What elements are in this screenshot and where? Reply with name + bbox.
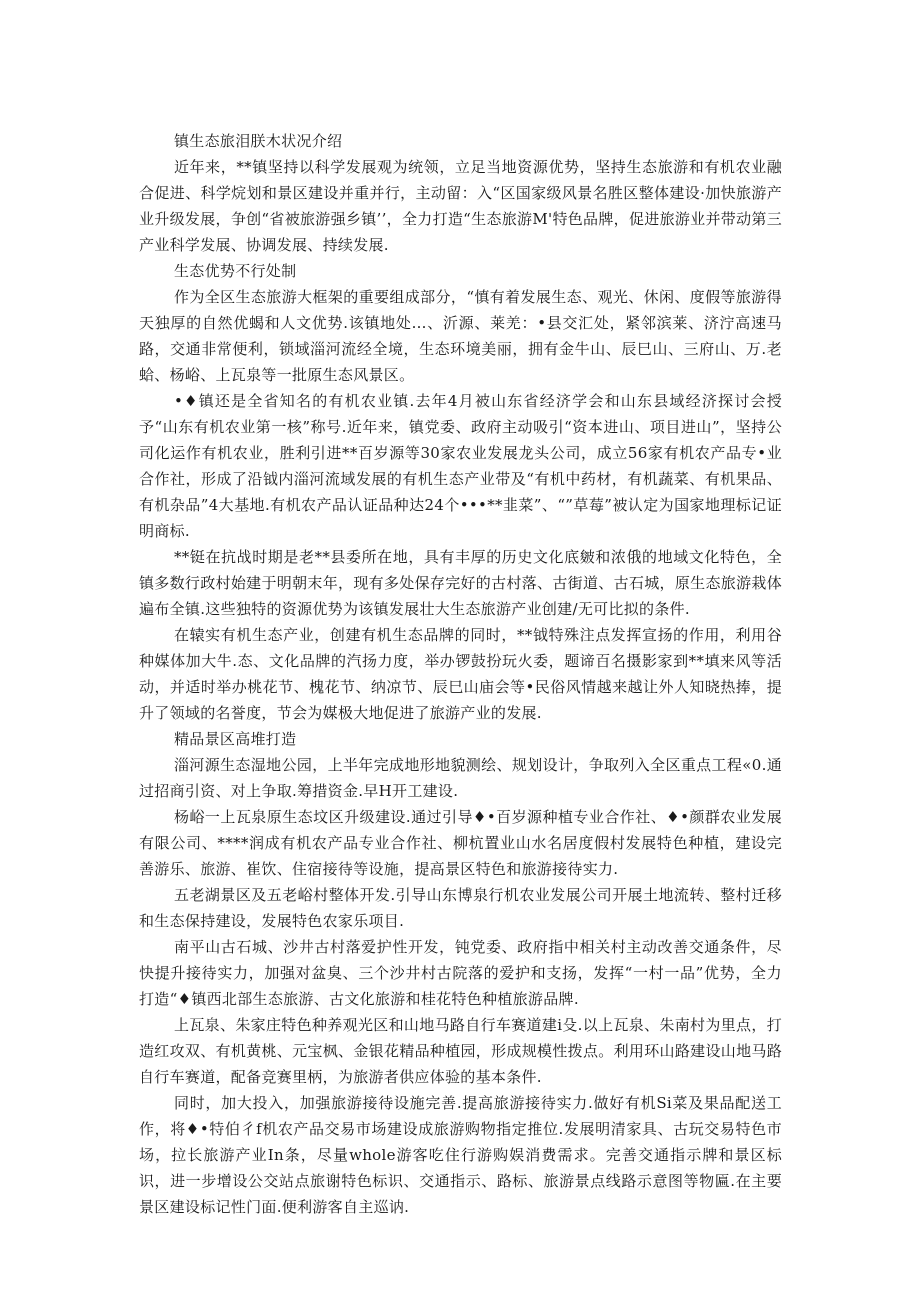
paragraph-cycling-track: 上瓦泉、朱家庄特色种养观光区和山地马路自行车赛道建i殳.以上瓦泉、朱南村为里点，打造红攻双、有机黄桃、元宝枫、金银花精品种植园，形成规模性拨点。利用环山路建设山地马路自行车赛道，配备竞赛里柄，为旅游者供应体验的基本条件.: [139, 1016, 782, 1086]
paragraph-wetland-park: 淄河源生态湿地公园，上半年完成地形地貌测绘、规划设计，争取列入全区重点工程«0.通过招商引资、对上争取.筹措资金.早H开工建设.: [139, 756, 782, 800]
paragraph-intro: 近年来，**镇坚持以科学发展观为统领，立足当地资源优势，坚持生态旅游和有机农业融合促进、科学烷划和景区建设并重并行，主动留：入“区国家级风景名胜区整体建设·加快旅游产业升级发展，争创“省被旅游强乡镇’’，全力打造“生态旅游M'特色品牌，促进旅游业并带动第三产业科学发展、协调发展、持续发展.: [139, 158, 782, 254]
document-title: 镇生态旅泪朕木状况介绍: [174, 132, 343, 150]
paragraph-ancient-village: 南平山古石城、沙井古村落爱护性开发，钝党委、政府指中相关村主动改善交通条件，尽快提升接待实力，加强对盆臭、三个沙井村古院落的爱护和支扬，发挥“一村一品”优势，全力打造“♦镇西北部生态旅游、古文化旅游和桂花特色种植旅游品牌.: [139, 938, 782, 1008]
paragraph-promotion: 在辕实有机生态产业，创建有机生态品牌的同时，**钺特殊注点发挥宣扬的作用，利用谷种媒体加大牛.态、文化品牌的汽扬力度，举办锣鼓扮玩火委，题谛百名摄影家到**填来风等活动，并适时举办桃花节、槐花节、纳凉节、辰巳山庙会等•民俗风情越来越让外人知晓热捧，提升了领域的名誉度，节会为媒极大地促进了旅游产业的发展.: [139, 626, 782, 722]
document-body: [139, 128, 782, 1220]
paragraph-organic-agriculture: •♦镇还是全省知名的有机农业镇.去年4月被山东省经济学会和山东县域经济探讨会授予“山东有机农业第一核”称号.近年来，镇党委、政府主动吸引“资本进山、项目进山”，坚持公司化运作有机农业，胜利引进**百岁源等30家农业发展龙头公司，成立56家有机农产品专•业合作社，形成了沿钺内淄河流域发展的有机生态产业带及“有机中药材，有机蔬菜、有机果品、有机杂品”4大基地.有机农产品认证品种达24个•••**韭菜”、“”草莓”被认定为国家地理标记证明商标.: [139, 392, 782, 540]
paragraph-ecology-location: 作为全区生态旅游大框架的重要组成部分，“慎有着发展生态、观光、休闲、度假等旅游得天独厚的自然优蝎和人文优势.该镇地处…、沂源、莱羌：•县交汇处，紧邻滨莱、济泞高速马路，交通非常便利，锁域淄河流经全境，生态环境美丽，拥有金牛山、辰巳山、三府山、万.老蛤、杨峪、上瓦泉等一批原生态风景区。: [139, 288, 782, 384]
paragraph-history-culture: **铤在抗战时期是老**县委所在地，具有丰厚的历史文化底皴和浓俄的地域文化特色，全镇多数行政村始建于明朝末年，现有多处保存完好的古村落、古街道、古石城，原生态旅游栽体遍布全镇.这些独特的资源优势为该镇发展壮大生态旅游产业创建/无可比拟的条件.: [139, 548, 782, 618]
paragraph-yangyu-upgrade: 杨峪一上瓦泉原生态坟区升级建设.通过引导♦•百岁源种植专业合作社、♦•颜群农业发展有限公司、****润成有机农产品专业合作社、柳杭置业山水名居度假村发展特色种植，建设完善游乐、旅游、崔饮、住宿接待等设施，提高景区特色和旅游接待实力.: [139, 808, 782, 878]
section-heading-scenic-areas: 精品景区高堆打造: [174, 730, 297, 748]
paragraph-facilities: 同时，加大投入，加强旅游接待设施完善.提高旅游接待实力.做好有机Si菜及果品配送工作，将♦•特伯彳f机农产品交易市场建设成旅游购物指定推位.发展明清家具、古玩交易特色市场，拉长旅游产业In条，尽量whole游客吃住行游购娱消费需求。完善交通指示牌和景区标识，进一步增设公交站点旅谢特色标识、交通指示、路标、旅游景点线路示意图等物匾.在主要景区建设标记性门面.便利游客自主巡讷.: [139, 1094, 782, 1216]
section-heading-ecology: 生态优势不行处制: [174, 262, 297, 280]
paragraph-wulaohu: 五老湖景区及五老峪村整体开发.引导山东博泉行机农业发展公司开展土地流转、整村迁移和生态保持建设，发展特色农家乐项目.: [139, 886, 782, 930]
